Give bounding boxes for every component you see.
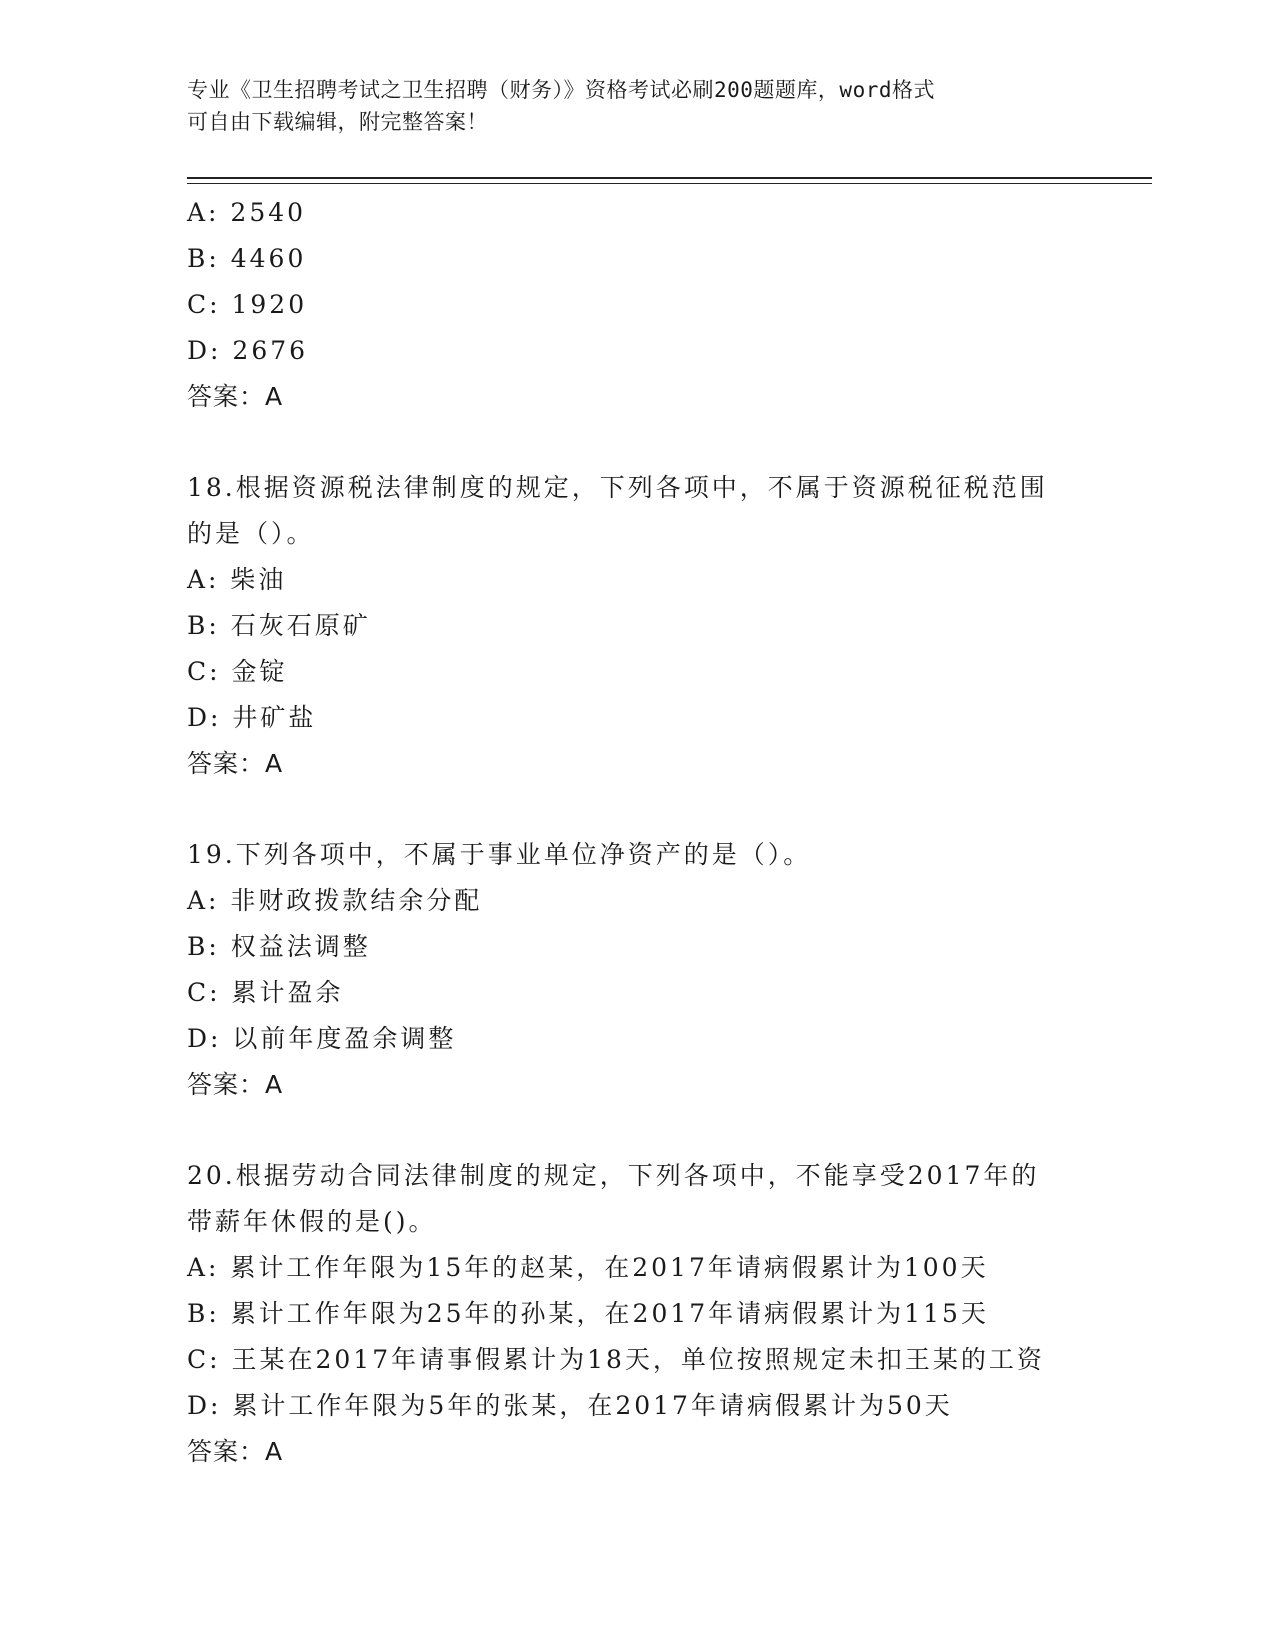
- question-text-line-2: 的是（）。: [187, 519, 315, 548]
- option-c: C: 王某在2017年请事假累计为18天，单位按照规定未扣王某的工资: [187, 1345, 1045, 1374]
- option-c: C: 累计盈余: [187, 978, 344, 1007]
- option-d: D: 以前年度盈余调整: [187, 1024, 457, 1053]
- question-17: [187, 190, 1087, 420]
- header-rule-thick: [187, 177, 1152, 179]
- option-b: B: 4460: [187, 244, 307, 273]
- option-a: A: 2540: [187, 198, 307, 227]
- option-c: C: 金锭: [187, 657, 288, 686]
- question-text-line-2: 带薪年休假的是()。: [187, 1207, 437, 1236]
- question-text-line-1: 20.根据劳动合同法律制度的规定，下列各项中，不能享受2017年的: [187, 1161, 1040, 1190]
- answer-line: 答案：A: [187, 749, 284, 778]
- question-text-line-1: 19.下列各项中，不属于事业单位净资产的是（）。: [187, 840, 812, 869]
- question-19: [187, 832, 1087, 1108]
- answer-line: 答案：A: [187, 1437, 284, 1466]
- question-18: [187, 465, 1087, 787]
- header-line-2: 可自由下载编辑，附完整答案！: [187, 110, 488, 134]
- option-c: C: 1920: [187, 290, 308, 319]
- document-header: [187, 74, 1067, 138]
- option-d: D: 累计工作年限为5年的张某，在2017年请病假累计为50天: [187, 1391, 953, 1420]
- question-list: [187, 190, 1087, 1475]
- question-20: [187, 1153, 1087, 1475]
- option-d: D: 井矿盐: [187, 703, 317, 732]
- option-d: D: 2676: [187, 336, 309, 365]
- question-text-line-1: 18.根据资源税法律制度的规定，下列各项中，不属于资源税征税范围: [187, 473, 1048, 502]
- header-rule-thin: [187, 183, 1152, 184]
- option-b: B: 累计工作年限为25年的孙某，在2017年请病假累计为115天: [187, 1299, 989, 1328]
- answer-line: 答案：A: [187, 382, 284, 411]
- option-a: A: 非财政拨款结余分配: [187, 886, 483, 915]
- option-a: A: 累计工作年限为15年的赵某，在2017年请病假累计为100天: [187, 1253, 989, 1282]
- option-a: A: 柴油: [187, 565, 287, 594]
- answer-line: 答案：A: [187, 1070, 284, 1099]
- option-b: B: 权益法调整: [187, 932, 371, 961]
- header-line-1: 专业《卫生招聘考试之卫生招聘（财务）》资格考试必刷200题题库，word格式: [187, 78, 935, 102]
- option-b: B: 石灰石原矿: [187, 611, 371, 640]
